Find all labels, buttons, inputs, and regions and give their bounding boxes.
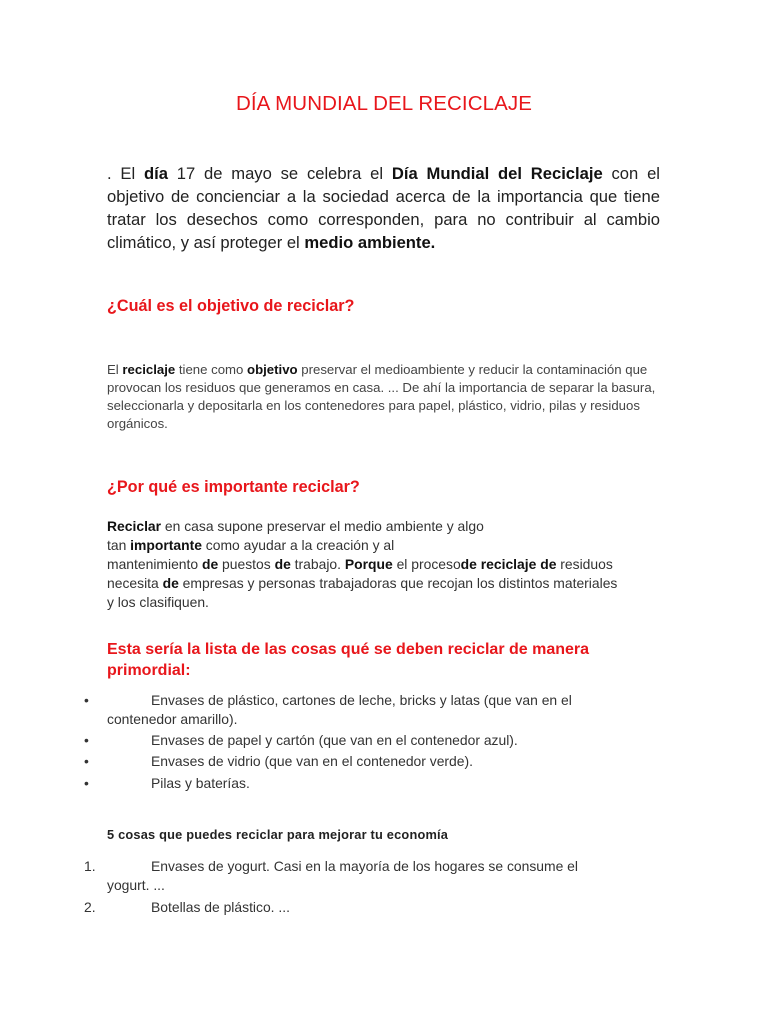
importance-bold: de reciclaje de [460,556,557,572]
list-item-text: Envases de papel y cartón (que van en el contenedor azul). [151,732,518,748]
intro-bold: medio ambiente. [304,233,436,252]
importance-bold: de [201,556,219,572]
importance-text: necesita [107,575,163,591]
objective-heading: ¿Cuál es el objetivo de reciclar? [107,297,355,315]
importance-text: residuos [556,556,613,572]
list-item-text: Pilas y baterías. [151,775,250,791]
bullet-marker: • [84,692,89,708]
importance-bold: de [274,556,291,572]
list-item-text: yogurt. ... [107,877,165,893]
importance-text: y los clasifiquen. [107,594,209,610]
list-number: 1. [84,858,96,874]
bullet-marker: • [84,775,89,791]
list-number: 2. [84,899,96,915]
importance-bold: Porque [344,556,393,572]
intro-bold: Día Mundial del Reciclaje [391,164,603,183]
importance-text: tan [107,537,131,553]
intro-text: con el objetivo de concienciar a la sociedad acerca de la importancia que tiene tratar los desechos como corresponden, para no contribuir al cambio climático, y así proteger el [107,164,660,252]
recycle-list-heading: Esta sería la lista de las cosas qué se deben reciclar de manera primordial: [107,641,590,679]
objective-bold: objetivo [247,362,298,377]
bullet-marker: • [84,753,89,769]
objective-paragraph [107,361,667,433]
objective-text: tiene como [175,362,248,377]
importance-text: como ayudar a la creación y al [201,537,395,553]
importance-text: empresas y personas trabajadoras que recojan los distintos materiales [178,575,618,591]
objective-text: preservar el medioambiente y reducir la contaminación que provocan los residuos que generamos en casa. ... De ahí la importancia de separar la basura, seleccionarla y depositarla en los contenedores para papel, plástico, vidrio, pilas y residuos orgánicos. [107,362,656,431]
list-item-text: Envases de yogurt. Casi en la mayoría de los hogares se consume el [151,858,578,874]
importance-text: trabajo. [290,556,345,572]
importance-text: el proceso [392,556,461,572]
intro-text: . El [107,164,144,183]
list-item-text: Botellas de plástico. ... [151,899,290,915]
importance-bold: de [162,575,179,591]
bullet-marker: • [84,732,89,748]
list-item-text: Envases de plástico, cartones de leche, bricks y latas (que van en el [151,692,572,708]
importance-bold: importante [130,537,202,553]
economy-heading: 5 cosas que puedes reciclar para mejorar tu economía [107,827,449,842]
objective-bold: reciclaje [122,362,176,377]
page-title: DÍA MUNDIAL DEL RECICLAJE [235,92,533,115]
importance-heading: ¿Por qué es importante reciclar? [107,478,360,496]
intro-text: 17 de mayo se celebra el [167,164,392,183]
intro-paragraph [107,162,660,254]
importance-text: mantenimiento [107,556,202,572]
objective-text: El [107,362,123,377]
importance-paragraph [107,517,687,612]
list-item-text: Envases de vidrio (que van en el contenedor verde). [151,753,473,769]
intro-bold: día [143,164,168,183]
importance-bold: Reciclar [107,518,162,534]
importance-text: en casa supone preservar el medio ambiente y algo [161,518,484,534]
importance-text: puestos [218,556,275,572]
list-item-text: contenedor amarillo). [107,711,238,727]
